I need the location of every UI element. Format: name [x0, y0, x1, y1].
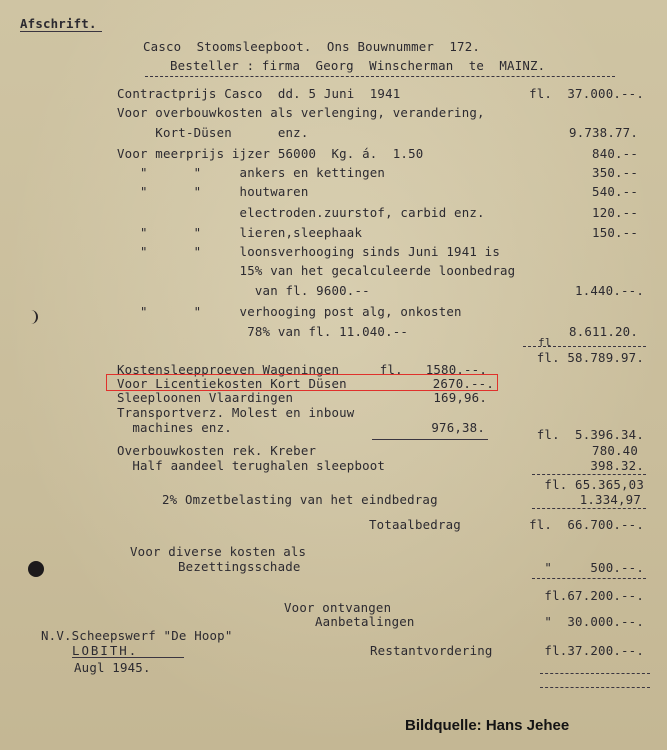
- subtotal1-prefix: fl: [538, 336, 552, 349]
- item-amount: 120.--: [592, 205, 638, 220]
- item-label: van fl. 9600.--: [117, 283, 370, 298]
- cost-label: Kostensleepproeven Wageningen: [117, 362, 340, 377]
- item-amount: 9.738.77.: [569, 125, 638, 140]
- item-amount: 350.--: [592, 165, 638, 180]
- customer-underline: [145, 76, 615, 77]
- copy-label: Afschrift.: [20, 16, 97, 31]
- cost-amount: fl. 1580.--.: [379, 362, 487, 377]
- received-line1: Voor ontvangen: [284, 600, 392, 615]
- remaining-label: Restantvordering: [370, 643, 493, 658]
- subtotal1-line: [523, 346, 646, 347]
- highlight-box: [106, 374, 498, 391]
- cost-amount: 169,96.: [433, 390, 487, 405]
- extra-amount: " 500.--.: [544, 560, 644, 575]
- transfer-label: Overbouwkosten rek. Kreber: [117, 443, 317, 458]
- item-label: " " loonsverhooging sinds Juni 1941 is: [117, 244, 500, 259]
- item-label: Voor overbouwkosten als verlenging, verandering,: [117, 105, 485, 120]
- item-label: Kort-Düsen enz.: [117, 125, 309, 140]
- shipyard-name: N.V.Scheepswerf "De Hoop": [41, 628, 233, 643]
- subtotal3-amount: fl.67.200.--.: [544, 588, 644, 603]
- item-amount: 1.440.--.: [575, 283, 644, 298]
- cost-amount: 976,38.: [431, 420, 485, 435]
- item-label: Voor meerprijs ijzer 56000 Kg. á. 1.50: [117, 146, 424, 161]
- document-title: Casco Stoomsleepboot. Ons Bouwnummer 172.: [143, 39, 481, 54]
- item-label: 78% van fl. 11.040.--: [117, 324, 409, 339]
- document-date: Augl 1945.: [74, 660, 151, 675]
- received-amount: " 30.000.--.: [544, 614, 644, 629]
- image-credit: Bildquelle: Hans Jehee: [405, 717, 570, 734]
- extra-line2: Bezettingsschade: [178, 559, 301, 574]
- item-label: " " houtwaren: [117, 184, 309, 199]
- tax-line: [532, 508, 646, 509]
- copy-underline: [20, 31, 102, 32]
- tax-label: 2% Omzetbelasting van het eindbedrag: [162, 492, 438, 507]
- item-amount: fl. 37.000.--.: [529, 86, 644, 101]
- remaining-line1: [540, 673, 650, 674]
- transfer-amount: 780.40: [592, 443, 638, 458]
- received-line2: Aanbetalingen: [315, 614, 415, 629]
- cost-label: machines enz.: [117, 420, 232, 435]
- extra-line1: Voor diverse kosten als: [130, 544, 307, 559]
- item-label: Contractprijs Casco dd. 5 Juni 1941: [117, 86, 401, 101]
- item-label: " " ankers en kettingen: [117, 165, 386, 180]
- tax-amount: 1.334,97: [579, 492, 641, 507]
- item-label: electroden.zuurstof, carbid enz.: [117, 205, 485, 220]
- costs-sum-line: [372, 439, 488, 440]
- item-label: 15% van het gecalculeerde loonbedrag: [117, 263, 516, 278]
- item-amount: 150.--: [592, 225, 638, 240]
- transfer-label: Half aandeel terughalen sleepboot: [117, 458, 386, 473]
- remaining-amount: fl.37.200.--.: [544, 643, 644, 658]
- transfer-amount: 398.32.: [590, 458, 644, 473]
- item-label: " " lieren,sleephaak: [117, 225, 363, 240]
- total-label: Totaalbedrag: [369, 517, 461, 532]
- cost-label: Sleeploonen Vlaardingen: [117, 390, 294, 405]
- shipyard-place: LOBITH.: [72, 643, 139, 658]
- item-label: " " verhooging post alg, onkosten: [117, 304, 462, 319]
- extra-line: [532, 578, 646, 579]
- customer-line: Besteller : firma Georg Winscherman te MAINZ.: [170, 58, 546, 73]
- cost-amount: 2670.--.: [432, 376, 494, 391]
- costs-total: fl. 5.396.34.: [536, 427, 644, 442]
- cost-label: Voor Licentiekosten Kort Düsen: [117, 376, 347, 391]
- remaining-line2: [540, 687, 650, 688]
- subtotal2-amount: fl. 65.365,03: [544, 477, 644, 492]
- item-amount: 8.611.20.: [569, 324, 638, 339]
- item-amount: 540.--: [592, 184, 638, 199]
- subtotal2-line: [532, 474, 646, 475]
- item-amount: 840.--: [592, 146, 638, 161]
- cost-label: Transportverz. Molest en inbouw: [117, 405, 355, 420]
- place-underline: [72, 657, 184, 658]
- punch-hole-mark: [26, 310, 38, 324]
- punch-hole: [28, 561, 44, 577]
- total-amount: fl. 66.700.--.: [529, 517, 644, 532]
- subtotal1-amount: fl. 58.789.97.: [536, 350, 644, 365]
